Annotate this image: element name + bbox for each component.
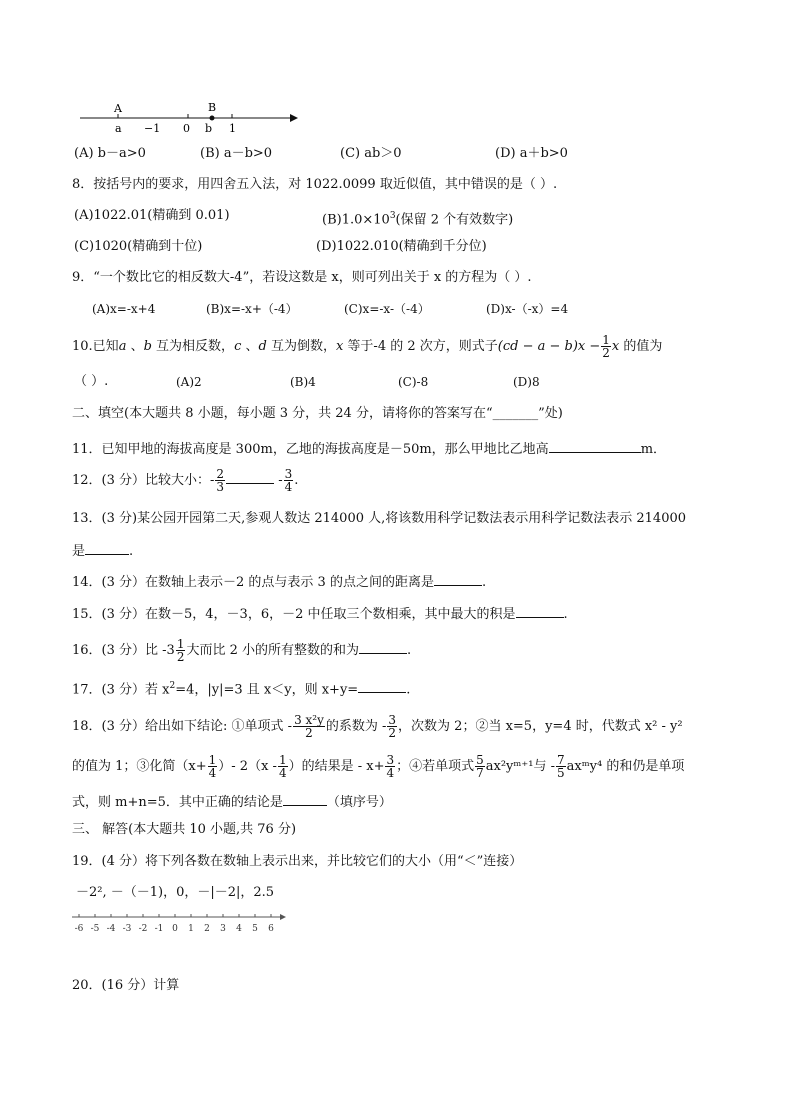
answer-blank	[549, 438, 641, 453]
q9-option-a: (A)x=-x+4	[92, 302, 156, 316]
q14: 14．(3 分）在数轴上表示－2 的点与表示 3 的点之间的距离是 .	[72, 571, 486, 592]
q12: 12．(3 分）比较大小：- $\frac{2}{3}$ - $\frac{3}{4}$ .	[72, 467, 299, 494]
fraction: $\frac{3}{2}$	[388, 713, 397, 740]
fraction: $\frac{5}{7}$	[476, 753, 484, 780]
axis-tick-label: 6	[268, 924, 274, 934]
answer-blank	[358, 678, 406, 693]
q7-option-c: (C) ab＞0	[340, 146, 402, 161]
q8-option-b: $(B)1.0\times 10^3$(保留 2 个有效数字)	[322, 211, 514, 228]
q7-option-d: (D) a＋b>0	[495, 146, 568, 161]
q16: 16．(3 分）比 -3 $\frac{1}{2}$ 大而比 2 小的所有整数的和为 .	[72, 637, 412, 664]
number-line-q7	[78, 100, 300, 136]
q13-line2: 是 .	[72, 540, 133, 561]
tick-label: 1	[229, 122, 236, 135]
q9-option-b: (B)x=-x+（-4）	[206, 302, 298, 316]
fraction: $\frac{1}{4}$	[278, 753, 287, 780]
axis-tick-label: -2	[138, 924, 148, 934]
q19-numbers: －2², －（－1)，0，－|－2|，2.5	[76, 885, 275, 900]
axis-tick-label: 5	[252, 924, 258, 934]
tick-label: −1	[144, 122, 161, 135]
q15: 15．(3 分）在数－5，4，－3，6，－2 中任取三个数相乘，其中最大的积是 .	[72, 603, 568, 624]
q9-option-c: (C)x=-x-（-4）	[344, 302, 430, 316]
axis-tick-label: 0	[172, 924, 178, 934]
q8-option-d: (D)1022.010(精确到千分位)	[316, 239, 487, 254]
q18-line1: 18．(3 分）给出如下结论: ①单项式 - $\frac{\text{3 x²y}}{2}$ 的系数为 - $\frac{3}{2}$ ，次数为 2；②当 x=5，y=4 时，代数式 x² - y²	[72, 713, 683, 740]
section-3-heading: 三、 解答(本大题共 10 小题,共 76 分)	[72, 822, 297, 837]
q13-line1: 13．(3 分)某公园开园第二天,参观人数达 214000 人,将该数用科学记数法表示用科学记数法表示 214000	[72, 511, 687, 526]
q8-option-c: (C)1020(精确到十位)	[74, 239, 203, 254]
point-label-b: B	[208, 101, 217, 114]
point-label-a: A	[114, 102, 122, 115]
q10-stem: 10.已知a 、b 互为相反数，c 、d 互为倒数，x 等于-4 的 2 次方，则式子(cd − a − b)x − $\frac{1}{2}$ x 的值为	[72, 333, 663, 360]
answer-blank	[283, 791, 327, 806]
section-2-heading: 二、填空(本大题共 8 小题，每小题 3 分，共 24 分，请将你的答案写在“_______”处)	[72, 406, 563, 421]
axis-tick-label: -6	[74, 924, 84, 934]
answer-blank	[434, 571, 482, 586]
fraction: $\frac{3}{4}$	[386, 753, 395, 780]
q7-option-a: (A) b－a>0	[74, 146, 146, 161]
q8-option-a: (A)1022.01(精确到 0.01)	[74, 208, 230, 223]
q10-option-c: (C)-8	[398, 375, 429, 389]
q19-stem: 19．(4 分）将下列各数在数轴上表示出来，并比较它们的大小（用“＜”连接）	[72, 854, 523, 869]
axis-tick-label: -1	[154, 924, 164, 934]
q17: 17．(3 分）若 $x^2=4$，|y|=3 且 x＜y，则 x+y= .	[72, 677, 410, 699]
fraction: $\frac{\text{3 x²y}}{2}$	[294, 713, 324, 740]
answer-blank	[359, 639, 407, 654]
fraction: $\frac{7}{5}$	[556, 753, 565, 780]
axis-tick-label: 3	[220, 924, 226, 934]
q11: 11．已知甲地的海拔高度是 300m，乙地的海拔高度是－50m，那么甲地比乙地高 m．	[72, 438, 666, 459]
axis-tick-label: -4	[106, 924, 116, 934]
answer-blank	[516, 603, 564, 618]
axis-tick-label: -3	[122, 924, 132, 934]
q10-expression: (cd − a − b)x −	[497, 339, 601, 354]
tick-label: 0	[183, 122, 190, 135]
number-line-q19	[72, 910, 294, 936]
q10-option-d: (D)8	[513, 375, 540, 389]
fraction: $\frac{2}{3}$	[216, 467, 225, 494]
q10-answer-paren: （ ）.	[74, 374, 109, 389]
axis-tick-label: 4	[236, 924, 242, 934]
q9-option-d: (D)x-（-x）=4	[486, 302, 569, 316]
tick-label: b	[205, 122, 213, 135]
q9-stem: 9．“一个数比它的相反数大-4”，若设这数是 x，则可列出关于 x 的方程为（ ）.	[72, 270, 532, 285]
q20-stem: 20．(16 分）计算	[72, 978, 180, 993]
tick-label: a	[115, 122, 122, 135]
axis-tick-label: -5	[90, 924, 100, 934]
q10-option-a: (A)2	[176, 375, 202, 389]
fraction: $\frac{1}{2}$	[176, 637, 185, 664]
axis-tick-label: 1	[188, 924, 194, 934]
answer-blank	[85, 540, 129, 555]
q8-stem: 8．按括号内的要求，用四舍五入法，对 1022.0099 取近似值，其中错误的是（ ）.	[72, 177, 558, 192]
fraction: $\frac{1}{4}$	[208, 753, 217, 780]
q10-option-b: (B)4	[290, 375, 316, 389]
q18-line3: 式，则 m+n=5．其中正确的结论是 （填序号）	[72, 791, 392, 812]
q7-option-b: (B) a－b>0	[200, 146, 273, 161]
answer-blank	[226, 469, 274, 484]
fraction: $\frac{3}{4}$	[284, 467, 293, 494]
fraction: $\frac{1}{2}$	[602, 333, 610, 360]
q18-line2: 的值为 1；③化简（x+ $\frac{1}{4}$ ）- 2（x - $\frac{1}{4}$ ）的结果是 - x+ $\frac{3}{4}$ ；④若单项式 $\frac{5}{7}$ ax²yᵐ⁺¹与 - $\frac{7}{5}$ axᵐy⁴ 的和仍是单项	[72, 753, 685, 780]
axis-tick-label: 2	[204, 924, 210, 934]
